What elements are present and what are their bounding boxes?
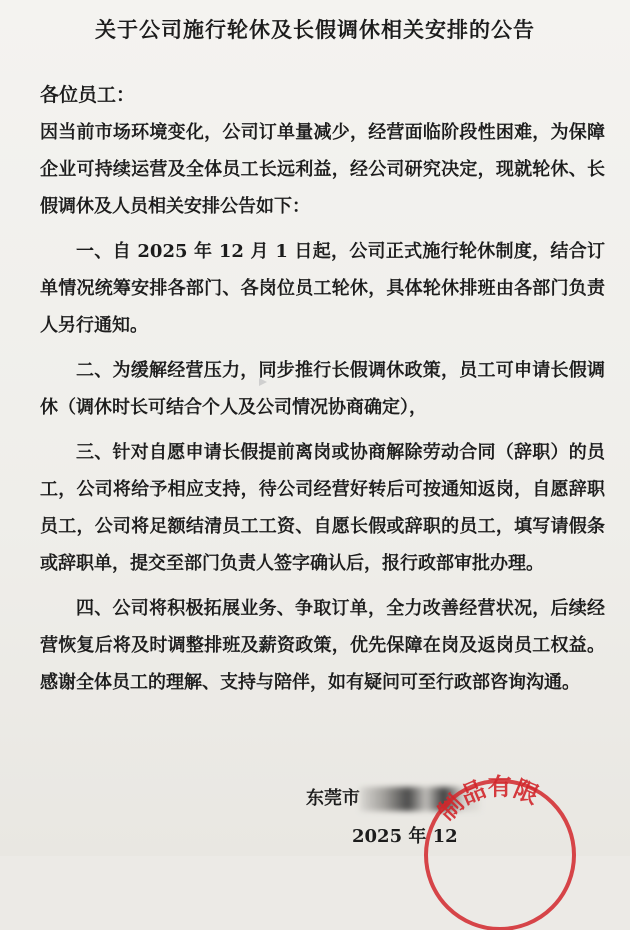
company-seal-icon xyxy=(412,760,582,930)
footer-date: 2025 年 12 xyxy=(352,826,458,847)
notice-title: 关于公司施行轮休及长假调休相关安排的公告 xyxy=(95,17,535,42)
item-4-paragraph: 四、公司将积极拓展业务、争取订单，全力改善经营状况，后续经营恢复后将及时调整排班及薪资政策，优先保障在岗及返岗员工权益。感谢全体员工的理解、支持与陪伴，如有疑问可至行政部咨询沟通。 xyxy=(40,598,605,693)
notice-body xyxy=(40,114,605,709)
greeting: 各位员工： xyxy=(40,84,136,106)
item-2-paragraph: 二、为缓解经营压力，同步推行长假调休政策，员工可申请长假调休（调休时长可结合个人及公司情况协商确定）， xyxy=(40,360,605,418)
seal-text: 制品有限 xyxy=(431,771,544,827)
item-3-paragraph: 三、针对自愿申请长假提前离岗或协商解除劳动合同（辞职）的员工，公司将给予相应支持，待公司经营好转后可按通知返岗，自愿辞职员工，公司将足额结清员工工资、自愿长假或辞职的员工，填写请假条或辞职单，提交至部门负责人签字确认后，报行政部审批办理。 xyxy=(40,442,605,574)
play-icon xyxy=(258,378,268,386)
item-1-paragraph: 一、自 2025 年 12 月 1 日起，公司正式施行轮休制度，结合订单情况统筹安排各部门、各岗位员工轮休，具体轮休排班由各部门负责人另行通知。 xyxy=(40,241,605,336)
footer-organization: 东莞市 xyxy=(306,788,360,809)
intro-paragraph: 因当前市场环境变化，公司订单量减少，经营面临阶段性困难，为保障企业可持续运营及全体员工长远利益，经公司研究决定，现就轮休、长假调休及人员相关安排公告如下： xyxy=(40,122,605,217)
